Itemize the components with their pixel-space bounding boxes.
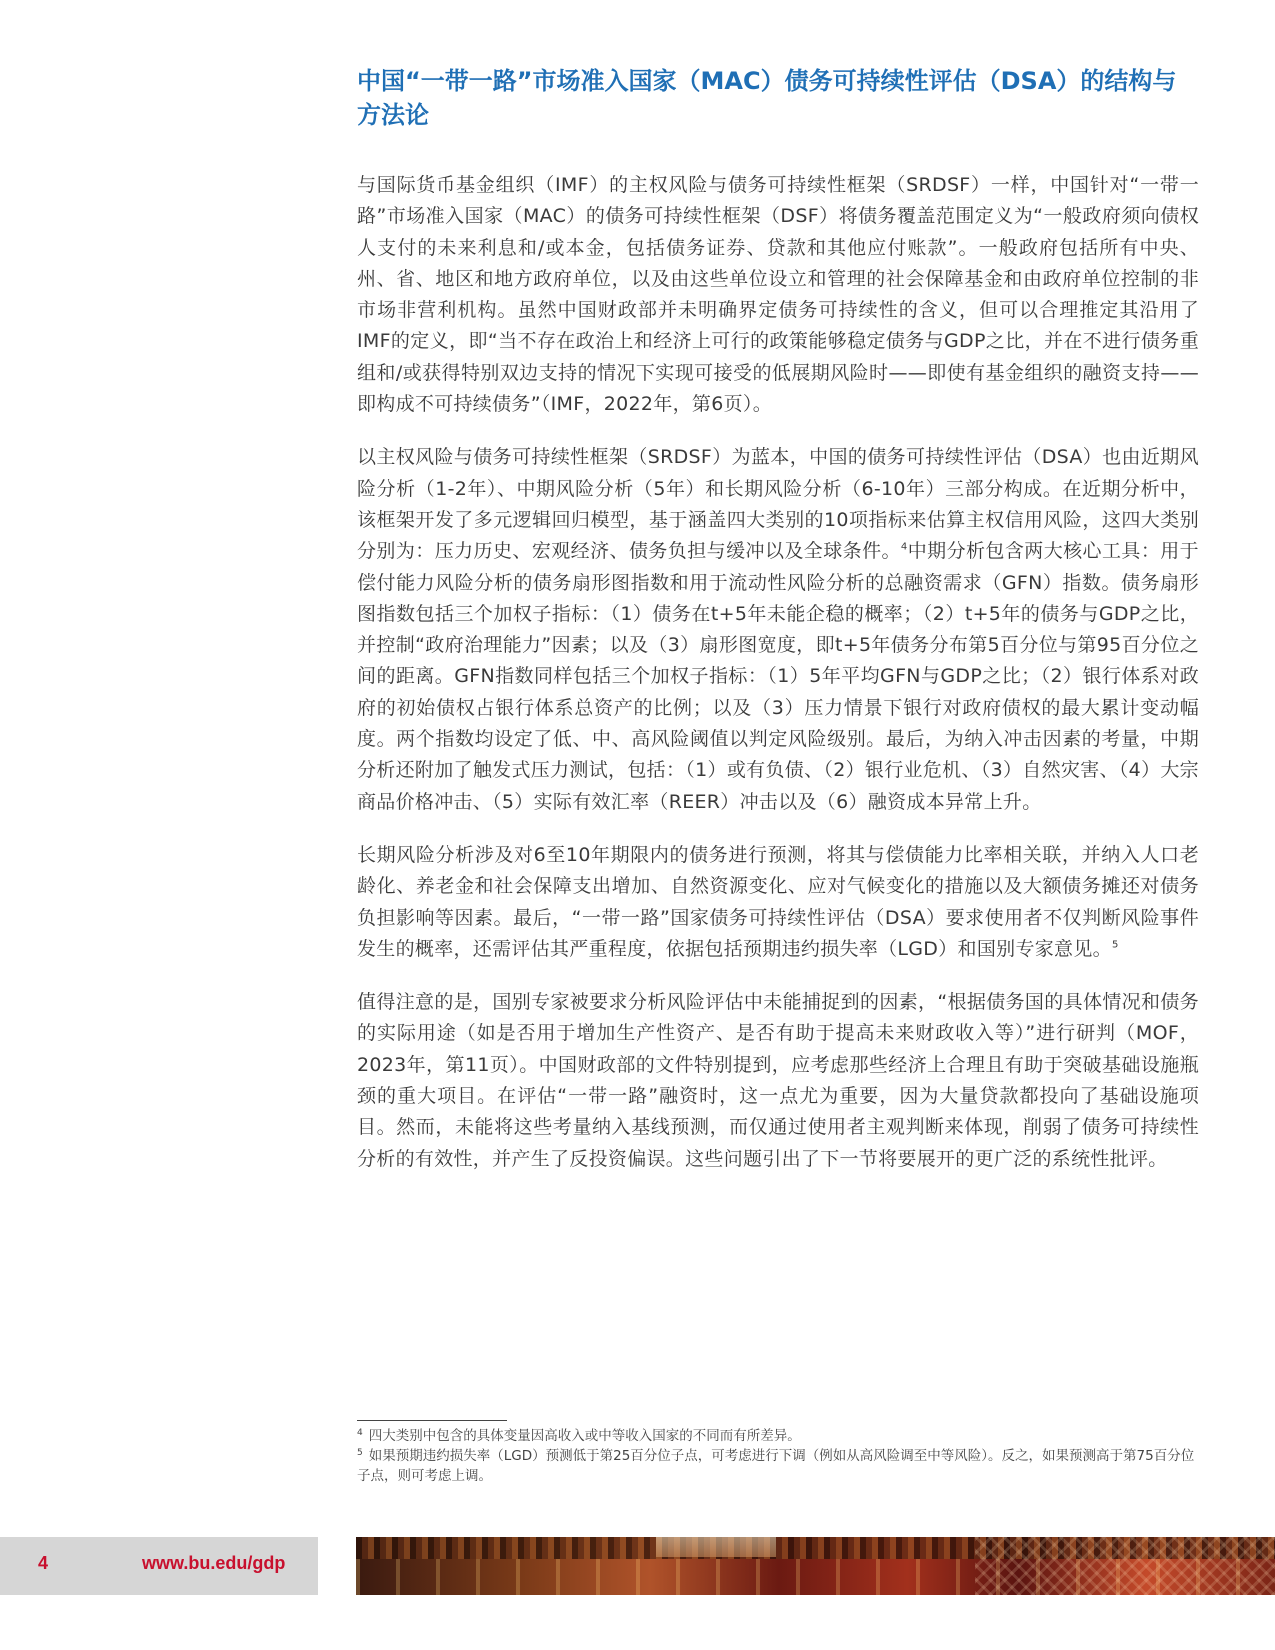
footnote-item: [357, 1446, 1199, 1486]
footnote-divider: [357, 1420, 507, 1421]
footnotes: [357, 1426, 1199, 1486]
footnote-ref-5[interactable]: 5: [1111, 939, 1119, 951]
paragraph-3-text: 长期风险分析涉及对6至10年期限内的债务进行预测，将其与偿债能力比率相关联，并纳入人口老龄化、养老金和社会保障支出增加、自然资源变化、应对气候变化的措施以及大额债务摊还对债务负担影响等因素。最后，“一带一路”国家债务可持续性评估（DSA）要求使用者不仅判断风险事件发生的概率，还需评估其严重程度，依据包括预期违约损失率（LGD）和国别专家意见。: [357, 843, 1199, 960]
paragraph-4: 值得注意的是，国别专家被要求分析风险评估中未能捕捉到的因素，“根据债务国的具体情况和债务的实际用途（如是否用于增加生产性资产、是否有助于提高未来财政收入等）”进行研判（MOF，2023年，第11页）。中国财政部的文件特别提到，应考虑那些经济上合理且有助于突破基础设施瓶颈的重大项目。在评估“一带一路”融资时，这一点尤为重要，因为大量贷款都投向了基础设施项目。然而，未能将这些考量纳入基线预测，而仅通过使用者主观判断来体现，削弱了债务可持续性分析的有效性，并产生了反投资偏误。这些问题引出了下一节将要展开的更广泛的系统性批评。: [357, 991, 1199, 1170]
website-link[interactable]: www.bu.edu/gdp: [142, 1553, 286, 1573]
paragraph-2-text-b: 中期分析包含两大核心工具：用于偿付能力风险分析的债务扇形图指数和用于流动性风险分析的总融资需求（GFN）指数。债务扇形图指数包括三个加权子指标：（1）债务在t+5年未能企稳的概率；（2）t+5年的债务与GDP之比，并控制“政府治理能力”因素；以及（3）扇形图宽度，即t+5年债务分布第5百分位与第95百分位之间的距离。GFN指数同样包括三个加权子指标：（1）5年平均GFN与GDP之比；（2）银行体系对政府的初始债权占银行体系总资产的比例；以及（3）压力情景下银行对政府债权的最大累计变动幅度。两个指数均设定了低、中、高风险阈值以判定风险级别。最后，为纳入冲击因素的考量，中期分析还附加了触发式压力测试，包括：（1）或有负债、（2）银行业危机、（3）自然灾害、（4）大宗商品价格冲击、（5）实际有效汇率（REER）冲击以及（6）融资成本异常上升。: [357, 540, 1199, 813]
footnote-text: 如果预期违约损失率（LGD）预测低于第25百分位子点，可考虑进行下调（例如从高风险调至中等风险）。反之，如果预测高于第75百分位子点，则可考虑上调。: [357, 1448, 1195, 1484]
paragraph-2-text-a: 以主权风险与债务可持续性框架（SRDSF）为蓝本，中国的债务可持续性评估（DSA）也由近期风险分析（1-2年）、中期风险分析（5年）和长期风险分析（6-10年）三部分构成。在近期分析中，该框架开发了多元逻辑回归模型，基于涵盖四大类别的10项指标来估算主权信用风险，这四大类别分别为：压力历史、宏观经济、债务负担与缓冲以及全球条件。: [357, 446, 1199, 563]
footnote-number: 5: [357, 1447, 363, 1458]
page-number: 4: [38, 1553, 49, 1573]
paragraph-3: [357, 840, 1199, 965]
footer-banner-image: [356, 1537, 1275, 1595]
paragraph-1: 与国际货币基金组织（IMF）的主权风险与债务可持续性框架（SRDSF）一样，中国针对“一带一路”市场准入国家（MAC）的债务可持续性框架（DSF）将债务覆盖范围定义为“一般政府须向债权人支付的未来利息和/或本金，包括债务证券、贷款和其他应付账款”。一般政府包括所有中央、州、省、地区和地方政府单位，以及由这些单位设立和管理的社会保障基金和由政府单位控制的非市场非营利机构。虽然中国财政部并未明确界定债务可持续性的含义，但可以合理推定其沿用了IMF的定义，即“当不存在政治上和经济上可行的政策能够稳定债务与GDP之比，并在不进行债务重组和/或获得特别双边支持的情况下实现可接受的低展期风险时——即使有基金组织的融资支持——即构成不可持续债务”（IMF，2022年，第6页）。: [357, 174, 1199, 416]
footnote-text: 四大类别中包含的具体变量因高收入或中等收入国家的不同而有所差异。: [368, 1428, 801, 1444]
footnote-item: [357, 1426, 1199, 1446]
body-text: [357, 170, 1199, 1197]
paragraph-2: [357, 442, 1199, 818]
footnote-number: 4: [357, 1427, 363, 1438]
banner-lattice-pattern: [975, 1537, 1275, 1595]
footnote-ref-4[interactable]: 4: [900, 541, 908, 553]
section-title: 中国“一带一路”市场准入国家（MAC）债务可持续性评估（DSA）的结构与方法论: [357, 67, 1177, 129]
banner-sky-patch: [656, 1537, 776, 1557]
